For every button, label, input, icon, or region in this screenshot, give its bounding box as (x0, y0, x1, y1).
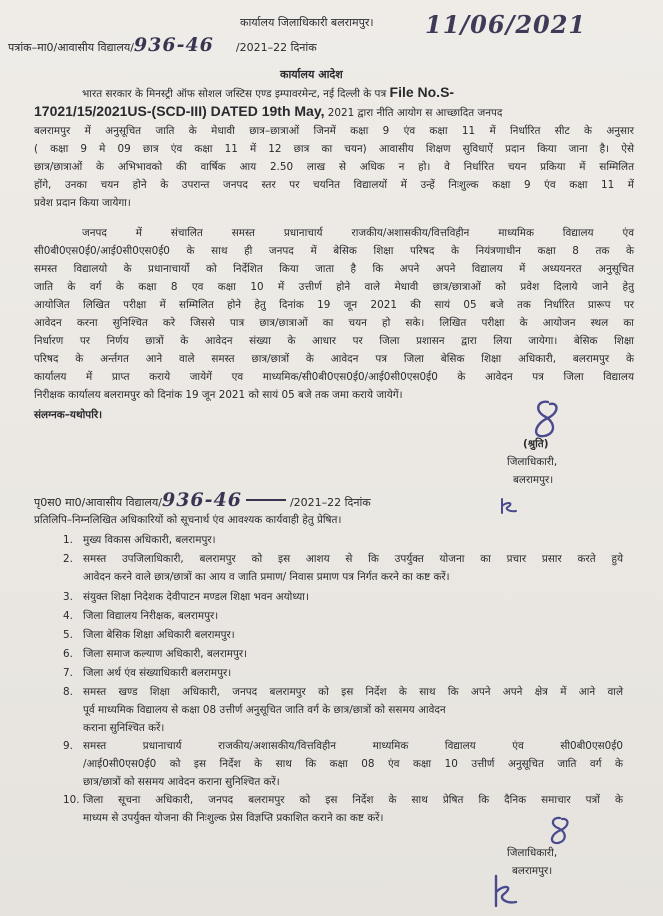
para2-line9: कार्यालय में प्राप्त कराये जायेगें एव माध्यमिक/सी0बी0एस0ई0/आई0सी0एस0ई0 के आवेदन पत्र जिला विद्यालय (34, 371, 634, 383)
para2-line4: जाति के वर्ग के कक्षा 8 एव कक्षा 10 में उत्तीर्ण होने वाले मेधावी छात्र/छात्राओं को प्रवेश दिलाये जाने हेतु (34, 281, 634, 293)
para2-line5: आयोजित लिखित परीक्षा में सम्मिलित होने हेतु दिनांक 19 जून 2021 की सायं 05 बजे तक निर्धारित प्रारूप पर (34, 299, 634, 311)
endorsement-ref-prefix: पृ0स0 मा0/आवासीय विद्यालय/ (34, 496, 162, 509)
para2-line3: समस्त विद्यालयो के प्रधानाचार्यो को निर्देशित किया जाता है कि अपने अपने विद्यालय में अध्ययनरत अनुसूचित (34, 263, 634, 275)
signatory-name: (श्रुति) (523, 438, 549, 450)
order-title: कार्यालय आदेश (280, 68, 343, 81)
signatory-designation-2: जिलाधिकारी, (507, 847, 558, 859)
para2-line8: परिषद के अर्न्तगत आने वाले समस्त छात्र/छात्रों के आवेदन पत्र जिला बेसिक शिक्षा अधिकारी, बलरामपुर के (34, 353, 634, 365)
para1-line5: छात्र/छात्राओं के अभिभावको की वार्षिक आय 2.50 लाख से अधिक न हो। वे निर्धारित चयन प्रकिया में सम्मिलित (34, 161, 634, 173)
list-item: 10. जिला सूचना अधिकारी, जनपद बलरामपुर को इस निर्देश के साथ प्रेषित कि दैनिक समाचार पत्रों के माध्यम से उपर्युक्त योजना की निःशुल्क प्रेस विज्ञप्ति प्रकाशित कराने का कष्ट करें। (63, 794, 623, 824)
list-item: 8. समस्त खण्ड शिक्षा अधिकारी, जनपद बलरामपुर को इस निर्देश के साथ कि अपने अपने क्षेत्र में आने वाले पूर्व माध्यमिक विद्यालय से कक्षा 08 उत्तीर्ण अनुसूचित जाति वर्ग के छात्र/छात्रों को ससमय आवेदन कराना सुनिश्चित करें। (63, 686, 623, 734)
para1-line7: प्रवेश प्रदान किया जायेगा। (34, 197, 131, 209)
list-item: 7. जिला अर्थ एंव संख्याधिकारी बलरामपुर। (63, 667, 232, 679)
para1-line3: बलरामपुर में अनुसूचित जाति के मेधावी छात्र–छात्राओं जिनमें कक्षा 9 एंव कक्षा 11 में निर्धारित सीट के अनुसार (34, 125, 634, 137)
initials-mark-2 (490, 874, 520, 908)
initials-mark-1 (498, 497, 520, 515)
list-item: 1. मुख्य विकास अधिकारी, बलरामपुर। (63, 534, 216, 546)
para2-line7: निर्धारण पर निर्णय छात्रों के आवेदन संख्या के आधार पर जिला प्रशासन द्वारा लिया जायेगा। बेसिक शिक्षा (34, 335, 634, 347)
list-item: 6. जिला समाज कल्याण अधिकारी, बलरामपुर। (63, 648, 248, 660)
signature-mark-2 (540, 815, 580, 847)
reference-prefix: पत्रांक–मा0/आवासीय विद्यालय/ (8, 41, 134, 54)
endorsement-handwritten-ref: 936-46 (161, 489, 242, 511)
file-number-date: 17021/15/2021US-(SCD-III) DATED 19th May, (34, 103, 325, 119)
para1-line1-text: भारत सरकार के मिनस्ट्री ऑफ सोशल जस्टिस एण्ड इम्पावरमेन्ट, नई दिल्ली के पत्र (82, 88, 387, 100)
signatory-place-2: बलरामपुर। (512, 865, 553, 877)
signatory-place: बलरामपुर। (513, 474, 554, 486)
list-item: 9. समस्त प्रधानाचार्य राजकीय/अशासकीय/वित्तविहीन माध्यमिक विद्यालय एंव सी0बी0एस0ई0 /आई0सी0एस0ई0 को इस निर्देश के साथ कि कक्षा 08 एंव कक्षा 10 उत्तीर्ण अनुसूचित जाति वर्ग के छात्र/छात्रों को ससमय आवेदन कराना सुनिश्चित करें। (63, 740, 623, 788)
para1-line4: ( कक्षा 9 मे 09 छात्र एंव कक्षा 11 में 12 छात्र का चयन) आवासीय शिक्षण सुविधाऐं प्रदान किया जाना है। ऐसे (34, 143, 634, 155)
file-number-start: File No.S- (389, 84, 455, 100)
reference-suffix: /2021–22 दिनांक (235, 41, 317, 54)
office-heading: कार्यालय जिलाधिकारी बलरामपुर। (240, 16, 374, 29)
list-item: 5. जिला बेसिक शिक्षा अधिकारी बलरामपुर। (63, 629, 235, 641)
endorsement-reference (34, 489, 371, 511)
para2-line6: आवेदन करना सुनिश्चित करे जिससे पात्र छात्र/छात्राओं का चयन हो सके। लिखित परीक्षा के आयोजन स्थल का (34, 317, 634, 329)
handwritten-ref-number: 936-46 (133, 34, 214, 56)
list-item: 4. जिला विद्यालय निरीक्षक, बलरामपुर। (63, 610, 219, 622)
handwritten-date: 11/06/2021 (425, 10, 587, 39)
list-item: 2. समस्त उपजिलाधिकारी, बलरामपुर को इस आशय से कि उपर्युक्त योजना का प्रचार प्रसार करते हुये आवेदन करने वाले छात्र/छात्रों का आय व जाति प्रमाण/ निवास प्रमाण पत्र निर्गत करने का कष्ट करें। (63, 553, 623, 583)
signatory-designation: जिलाधिकारी, (507, 456, 558, 468)
para1-line2-text: 2021 द्वारा नीति आयोग स आच्छादित जनपद (327, 107, 503, 119)
para1-line6: होंगे, उनका चयन होने के उपरान्त जनपद स्तर पर चयनित विद्यालयों में उन्हें निःशुल्क कक्षा 9 एंव कक्षा 11 में (34, 179, 634, 191)
enclosure-note: संलग्नक–यथोपरि। (34, 409, 103, 421)
para2-line1: जनपद में संचालित समस्त प्रधानाचार्य राजकीय/अशासकीय/वित्तविहीन माध्यमिक विद्यालय एंव (82, 227, 634, 239)
para2-line10: निरीक्षक कार्यालय बलरामपुर को दिनांक 19 जून 2021 को सायं 05 बजे तक जमा कराये जायेगें। (34, 389, 403, 401)
endorsement-ref-suffix: /2021–22 दिनांक (289, 496, 371, 509)
list-item: 3. संयुक्त शिक्षा निदेशक देवीपाटन मण्डल शिक्षा भवन अयोध्या। (63, 591, 309, 603)
reference-line (8, 34, 317, 56)
endorsement-intro: प्रतिलिपि–निम्नलिखित अधिकारियों को सूचनार्थ एंव आवश्यक कार्यवाही हेतु प्रेषित। (34, 514, 342, 526)
para2-line2: सी0बी0एस0ई0/आई0सी0एस0ई0 के साथ ही जनपद में बेसिक शिक्षा परिषद के नियंत्रणाधीन कक्षा 8 तक के (34, 245, 634, 257)
